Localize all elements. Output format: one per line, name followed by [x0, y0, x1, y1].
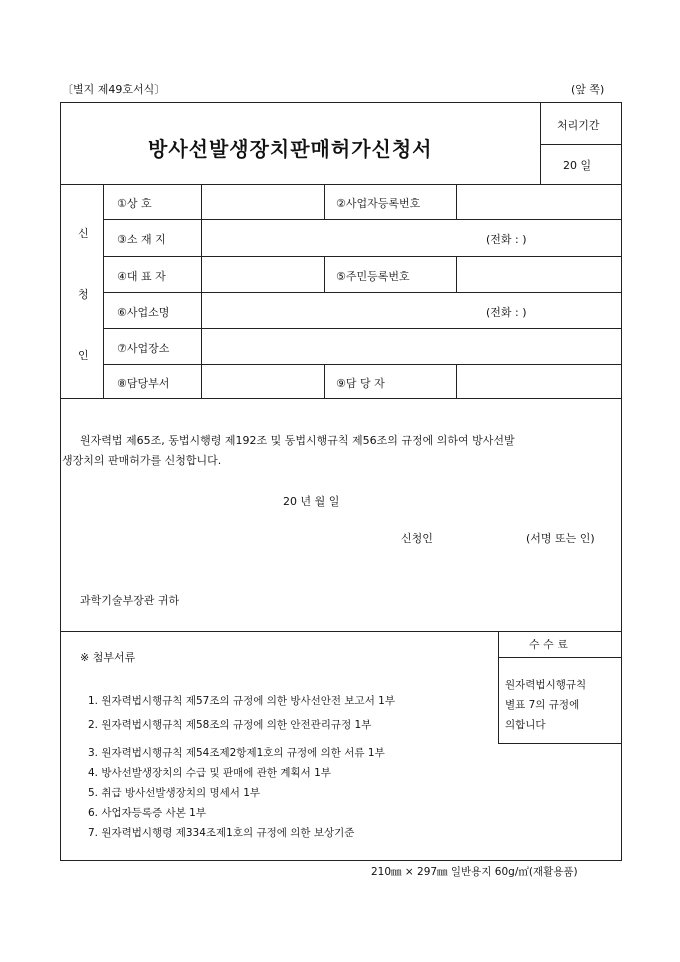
resident-reg-no-label: ⑤주민등록번호 [336, 270, 410, 283]
fee-text-line-1: 원자력법시행규칙 [505, 679, 587, 691]
applicant-section-char-3: 인 [78, 349, 89, 362]
applicant-section-char-2: 청 [78, 288, 89, 301]
attachment-item: 2. 원자력법시행규칙 제58조의 규정에 의한 안전관리규정 1부 [88, 719, 372, 731]
mid-value-line-2 [456, 256, 457, 292]
table-bottom-line [60, 398, 622, 399]
representative-label: ④대 표 자 [117, 270, 166, 283]
section-column-line [103, 184, 104, 398]
frame-top [60, 102, 622, 103]
address-label: ③소 재 지 [117, 233, 166, 246]
row-line-4 [103, 328, 622, 329]
fee-bottom-line [498, 743, 622, 744]
attachments-top-line [60, 631, 622, 632]
form-title: 방사선발생장치판매허가신청서 [148, 137, 433, 161]
signature-label: (서명 또는 인) [526, 532, 595, 545]
fee-text-line-3: 의합니다 [505, 719, 546, 731]
frame-left [60, 102, 61, 860]
row-line-2 [103, 256, 622, 257]
attachments-heading: ※ 첨부서류 [80, 651, 136, 664]
mid-column-line-1 [324, 184, 325, 219]
page-side-label: (앞 쪽) [571, 83, 605, 96]
fee-left-line [498, 631, 499, 743]
mid-value-line-3 [456, 364, 457, 398]
recipient-label: 과학기술부장관 귀하 [80, 594, 180, 607]
processing-period-label: 처리기간 [557, 119, 600, 132]
office-phone: (전화 : ) [486, 306, 527, 319]
processing-divider [540, 102, 541, 184]
fee-heading: 수 수 료 [529, 638, 568, 651]
attachment-item: 4. 방사선발생장치의 수급 및 판매에 관한 계획서 1부 [88, 767, 331, 779]
row-line-5 [103, 364, 622, 365]
department-label: ⑧담당부서 [117, 377, 170, 390]
declaration-line-2: 생장치의 판매허가를 신청합니다. [62, 454, 222, 467]
attachment-item: 1. 원자력법시행규칙 제57조의 규정에 의한 방사선안전 보고서 1부 [88, 695, 395, 707]
frame-bottom [60, 860, 622, 861]
declaration-line-1: 원자력법 제65조, 동법시행령 제192조 및 동법시행규칙 제56조의 규정에 의하여 방사선발 [80, 434, 515, 447]
row-line-3 [103, 292, 622, 293]
form-number-label: 〔별지 제49호서식〕 [62, 83, 166, 96]
processing-period-value: 20 일 [563, 159, 592, 172]
label-column-line [201, 184, 202, 398]
address-phone: (전화 : ) [486, 233, 527, 246]
attachment-item: 7. 원자력법시행령 제334조제1호의 규정에 의한 보상기준 [88, 827, 355, 839]
mid-column-line-2 [324, 256, 325, 292]
person-in-charge-label: ⑨담 당 자 [336, 377, 385, 390]
title-bottom-line [60, 184, 622, 185]
business-reg-no-label: ②사업자등록번호 [336, 197, 421, 210]
fee-heading-line [498, 657, 622, 658]
application-date: 20 년 월 일 [283, 495, 340, 508]
row-line-1 [103, 219, 622, 220]
paper-spec-footer: 210㎜ × 297㎜ 일반용지 60g/㎡(재활용품) [371, 866, 578, 878]
office-name-label: ⑥사업소명 [117, 306, 170, 319]
applicant-section-char-1: 신 [78, 227, 89, 240]
mid-column-line-3 [324, 364, 325, 398]
attachment-item: 6. 사업자등록증 사본 1부 [88, 807, 206, 819]
office-location-label: ⑦사업장소 [117, 342, 170, 355]
attachment-item: 3. 원자력법시행규칙 제54조제2항제1호의 규정에 의한 서류 1부 [88, 747, 385, 759]
attachment-item: 5. 취급 방사선발생장치의 명세서 1부 [88, 787, 261, 799]
frame-right [621, 102, 622, 860]
mid-value-line-1 [456, 184, 457, 219]
fee-text-line-2: 별표 7의 규정에 [505, 699, 580, 711]
trade-name-label: ①상 호 [117, 197, 152, 210]
applicant-label: 신청인 [401, 532, 433, 545]
processing-row-line [540, 144, 622, 145]
